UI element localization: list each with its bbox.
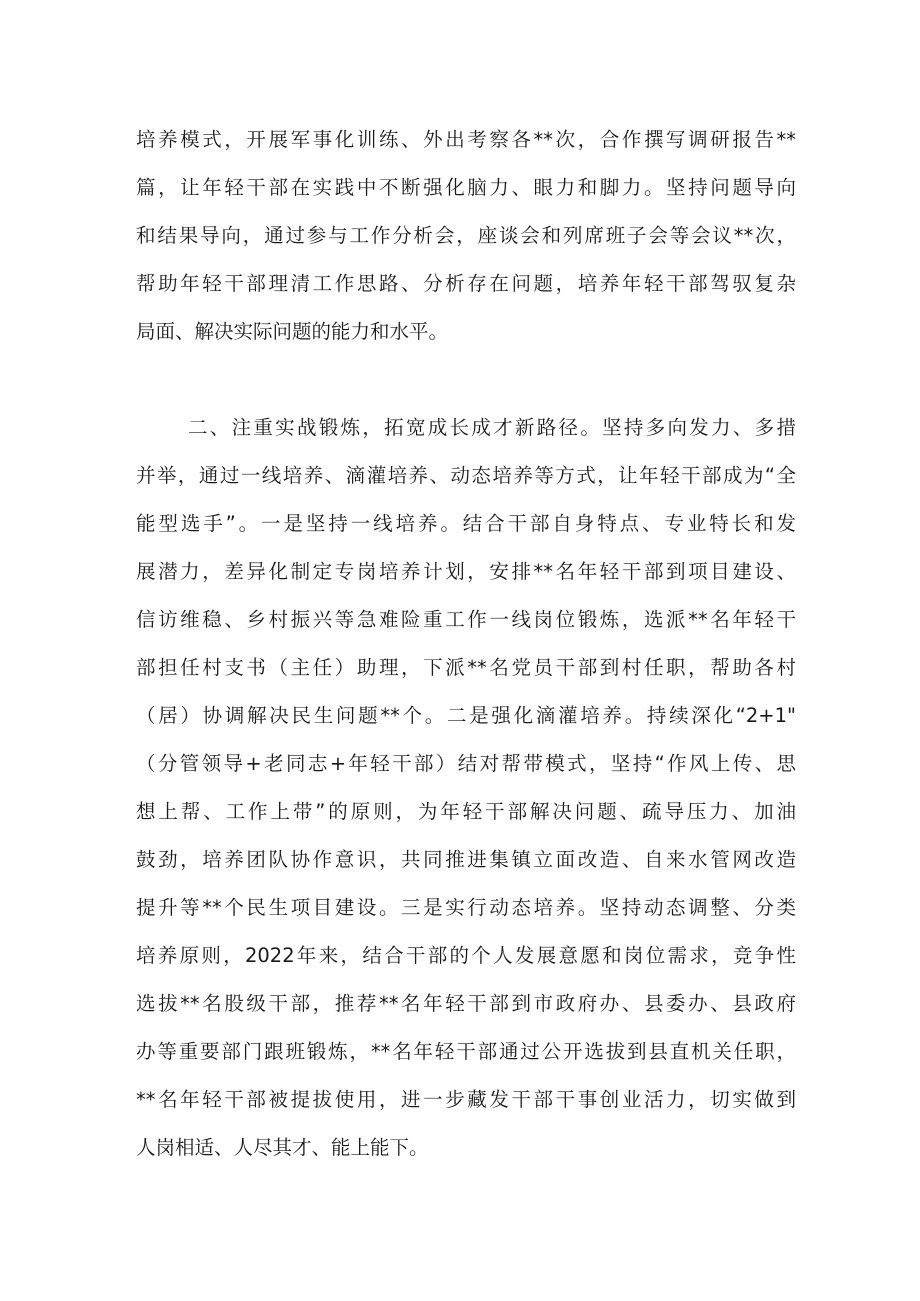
text-line: 帮助年轻干部理清工作思路、分析存在问题，培养年轻干部驾驭复杂 xyxy=(136,272,796,295)
text-line: 鼓劲，培养团队协作意识，共同推进集镇立面改造、自来水管网改造 xyxy=(136,848,796,871)
text-line: 能型选手”。一是坚持一线培养。结合干部自身特点、专业特长和发 xyxy=(136,512,796,535)
text-line: 篇，让年轻干部在实践中不断强化脑力、眼力和脚力。坚持问题导向 xyxy=(136,176,796,199)
text-line: 选拔**名股级干部，推荐**名年轻干部到市政府办、县委办、县政府 xyxy=(136,992,796,1015)
text-line: （居）协调解决民生问题**个。二是强化滴灌培养。持续深化“2+1" xyxy=(136,704,796,727)
paragraph-continuation xyxy=(136,116,796,356)
text-line: 并举，通过一线培养、滴灌培养、动态培养等方式，让年轻干部成为“全 xyxy=(136,464,796,487)
text-line: 想上帮、工作上带”的原则，为年轻干部解决问题、疏导压力、加油 xyxy=(136,800,796,823)
text-line: （分管领导+老同志+年轻干部）结对帮带模式，坚持“作风上传、思 xyxy=(136,752,796,775)
text-line: **名年轻干部被提拔使用，进一步藏发干部干事创业活力，切实做到 xyxy=(136,1088,796,1111)
section-heading-line: 二、注重实战锻炼，拓宽成长成才新路径。坚持多向发力、多措 xyxy=(188,416,796,439)
text-line: 办等重要部门跟班锻炼，**名年轻干部通过公开选拔到县直机关任职， xyxy=(136,1040,796,1063)
text-line: 局面、解决实际问题的能力和水平。 xyxy=(136,320,449,343)
text-line: 展潜力，差异化制定专岗培养计划，安排**名年轻干部到项目建设、 xyxy=(136,560,796,583)
text-line: 培养原则，2022年来，结合干部的个人发展意愿和岗位需求，竞争性 xyxy=(136,944,796,967)
paragraph-section-two xyxy=(136,404,796,1172)
text-line: 和结果导向，通过参与工作分析会，座谈会和列席班子会等会议**次， xyxy=(136,224,796,247)
text-line: 提升等**个民生项目建设。三是实行动态培养。坚持动态调整、分类 xyxy=(136,896,796,919)
text-line: 信访维稳、乡村振兴等急难险重工作一线岗位锻炼，选派**名年轻干 xyxy=(136,608,796,631)
text-line: 培养模式，开展军事化训练、外出考察各**次，合作撰写调研报告** xyxy=(136,128,796,151)
text-line: 人岗相适、人尽其才、能上能下。 xyxy=(136,1136,429,1159)
text-line: 部担任村支书（主任）助理，下派**名党员干部到村任职，帮助各村 xyxy=(136,656,796,679)
